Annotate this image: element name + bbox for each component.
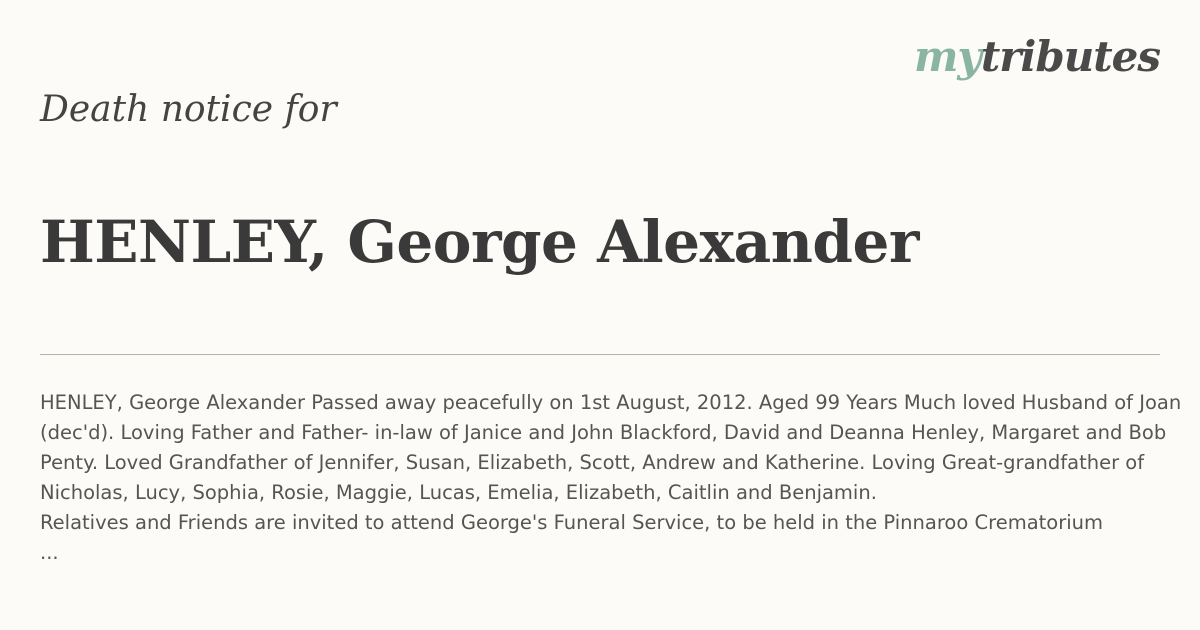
notice-body bbox=[40, 388, 1185, 568]
logo-my-text: my bbox=[913, 32, 981, 81]
notice-ellipsis: ... bbox=[40, 541, 59, 564]
mytributes-logo[interactable] bbox=[913, 32, 1160, 81]
logo-tributes-text: tributes bbox=[980, 32, 1160, 81]
divider bbox=[40, 354, 1160, 355]
notice-paragraph-2: Relatives and Friends are invited to attend George's Funeral Service, to be held in the Pinnaroo Crematorium bbox=[40, 511, 1104, 534]
notice-paragraph-1: HENLEY, George Alexander Passed away peacefully on 1st August, 2012. Aged 99 Years Much loved Husband of Joan (dec'd). Loving Father and Father- in-law of Janice and John Blackford, David and Deanna Henley, Margaret and Bob Penty. Loved Grandfather of Jennifer, Susan, Elizabeth, Scott, Andrew and Katherine. Loving Great-grandfather of Nicholas, Lucy, Sophia, Rosie, Maggie, Lucas, Emelia, Elizabeth, Caitlin and Benjamin. bbox=[40, 391, 1182, 504]
deceased-name: HENLEY, George Alexander bbox=[40, 208, 919, 276]
notice-subtitle: Death notice for bbox=[40, 89, 337, 130]
